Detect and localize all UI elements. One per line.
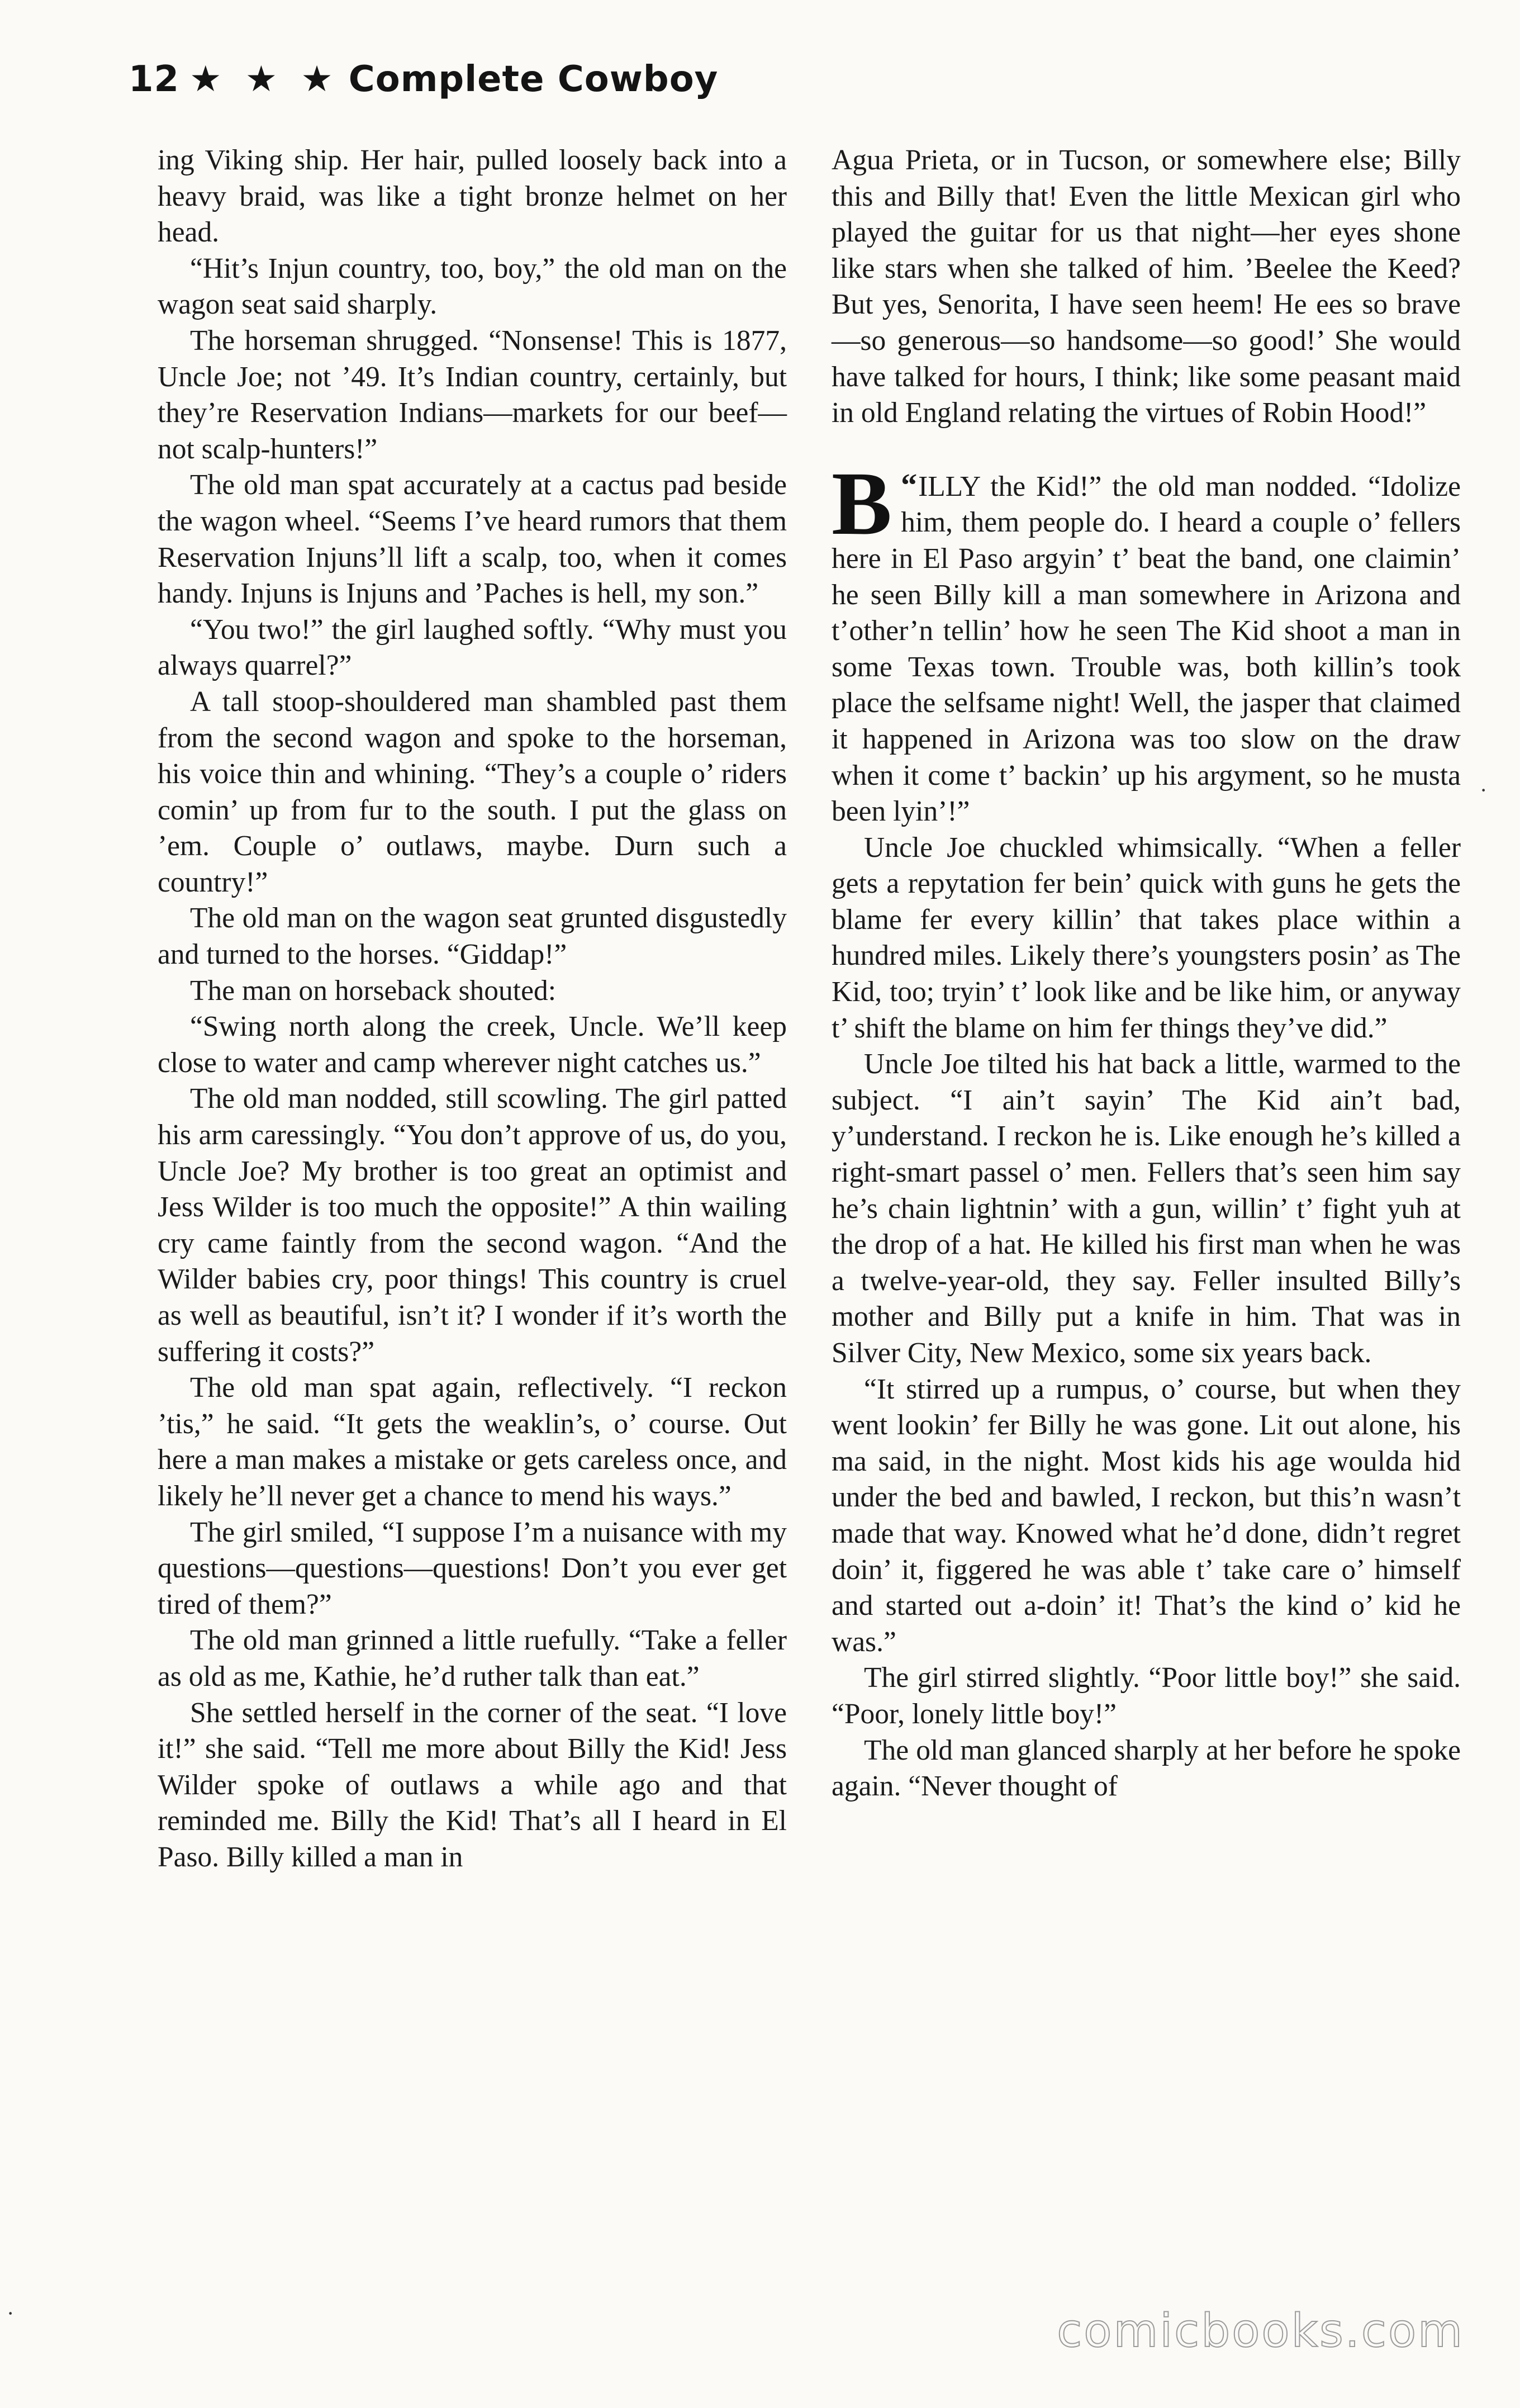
open-quote: “ (901, 466, 919, 503)
paragraph: The horseman shrugged. “Nonsense! This is 1877, Uncle Joe; not ’49. It’s Indian country, certainly, but they’re Reservation Indians—markets for our beef—not scalp-hunters!” (158, 324, 787, 465)
paragraph: “It stirred up a rumpus, o’ course, but when they went lookin’ fer Billy he was gone. Lit out alone, his ma said, in the night. Most kids his age woulda hid under the bed and bawled, I reckon, but this’n wasn’t made that way. Knowed what he’d done, didn’t regret doin’ it, figgered he was able t’ take care o’ himself and started out a-doin’ it! That’s the kind o’ kid he was.” (832, 1373, 1461, 1658)
paragraph: Agua Prieta, or in Tucson, or somewhere else; Billy this and Billy that! Even the little Mexican girl who played the guitar for us that night—her eyes shone like stars when she talked of him. ’Beelee the Keed? But yes, Senorita, I have seen heem! He ees so brave—so generous—so handsome—so good!’ She would have talked for hours, I think; like some peasant maid in old England relating the virtues of Robin Hood!” (832, 144, 1461, 429)
paragraph: “Swing north along the creek, Uncle. We’ll keep close to water and camp wherever night catches us.” (158, 1011, 787, 1079)
paragraph: The old man nodded, still scowling. The girl patted his arm caressingly. “You don’t approve of us, do you, Uncle Joe? My brother is too great an optimist and Jess Wilder is too much the opposite!” A thin wailing cry came faintly from the second wagon. “And the Wilder babies cry, poor things! This country is cruel as well as beautiful, isn’t it? I wonder if it’s worth the suffering it costs?” (158, 1083, 787, 1368)
right-column (832, 143, 1461, 1805)
scan-speck: · (7, 2301, 15, 2326)
left-column (158, 143, 787, 1876)
paragraph: The old man glanced sharply at her before he spoke again. “Never thought of (832, 1734, 1461, 1803)
paragraph: The old man grinned a little ruefully. “Take a feller as old as me, Kathie, he’d ruther talk than eat.” (158, 1624, 787, 1693)
paragraph (832, 453, 1461, 830)
paragraph: Uncle Joe chuckled whimsically. “When a feller gets a repytation fer bein’ quick with guns he gets the blame fer every killin’ that takes place within a hundred miles. Likely there’s youngsters posin’ as The Kid, too; tryin’ t’ look like and be like him, or anyway t’ shift the blame on him fer things they’ve did.” (832, 831, 1461, 1044)
page-header (129, 59, 718, 100)
paragraph: A tall stoop-shouldered man shambled past them from the second wagon and spoke to the horseman, his voice thin and whining. “They’s a couple o’ riders comin’ up from fur to the south. I put the glass on ’em. Couple o’ outlaws, maybe. Durn such a country!” (158, 685, 787, 898)
paragraph: The old man spat again, reflectively. “I reckon ’tis,” he said. “It gets the weaklin’s, o’ course. Out here a man makes a mistake or gets careless once, and likely he’ll never get a chance to mend his ways.” (158, 1372, 787, 1512)
page-number: 12 (129, 59, 180, 100)
paragraph: The old man on the wagon seat grunted disgustedly and turned to the horses. “Giddap!” (158, 902, 787, 971)
paragraph: “You two!” the girl laughed softly. “Why must you always quarrel?” (158, 613, 787, 682)
paragraph: The girl stirred slightly. “Poor little boy!” she said. “Poor, lonely little boy!” (832, 1662, 1461, 1730)
paragraph: “Hit’s Injun country, too, boy,” the old man on the wagon seat said sharply. (158, 252, 787, 321)
paragraph: Uncle Joe tilted his hat back a little, warmed to the subject. “I ain’t sayin’ The Kid ain’t bad, y’understand. I reckon he is. Like enough he’s killed a right-smart passel o’ men. Fellers that’s seen him say he’s chain lightnin’ with a gun, willin’ t’ fight yuh at the drop of a hat. He killed his first man when he was a twelve-year-old, they say. Feller insulted Billy’s mother and Billy put a knife in him. That was in Silver City, New Mexico, some six years back. (832, 1048, 1461, 1369)
paragraph-text: ILLY the Kid!” the old man nodded. “Idolize him, them people do. I heard a couple o’ fellers here in El Paso argyin’ t’ beat the band, one claimin’ he seen Billy kill a man somewhere in Arizona and t’other’n tellin’ how he seen The Kid shoot a man in some Texas town. Trouble was, both killin’s took place the selfsame night! Well, the jasper that claimed it happened in Arizona was too slow on the draw when it come t’ backin’ up his argyment, so he musta been lyin’!” (832, 470, 1461, 828)
star-icons: ★ ★ ★ (189, 59, 339, 100)
paragraph: The girl smiled, “I suppose I’m a nuisance with my questions—questions—questions! Don’t you ever get tired of them?” (158, 1516, 787, 1620)
magazine-title: Complete Cowboy (348, 59, 719, 100)
drop-cap: B (832, 453, 892, 554)
paragraph: The old man spat accurately at a cactus pad beside the wagon wheel. “Seems I’ve heard rumors that them Reservation Injuns’ll lift a scalp, too, when it comes handy. Injuns is Injuns and ’Paches is hell, my son.” (158, 469, 787, 610)
paragraph: The man on horseback shouted: (190, 974, 557, 1007)
scan-speck: · (1480, 778, 1488, 803)
paragraph: She settled herself in the corner of the seat. “I love it!” she said. “Tell me more about Billy the Kid! Jess Wilder spoke of outlaws a while ago and that reminded me. Billy the Kid! That’s all I heard in El Paso. Billy killed a man in (158, 1696, 787, 1873)
paragraph: ing Viking ship. Her hair, pulled loosely back into a heavy braid, was like a tight bronze helmet on her head. (158, 144, 787, 249)
watermark: comicbooks.com (1057, 2305, 1464, 2358)
